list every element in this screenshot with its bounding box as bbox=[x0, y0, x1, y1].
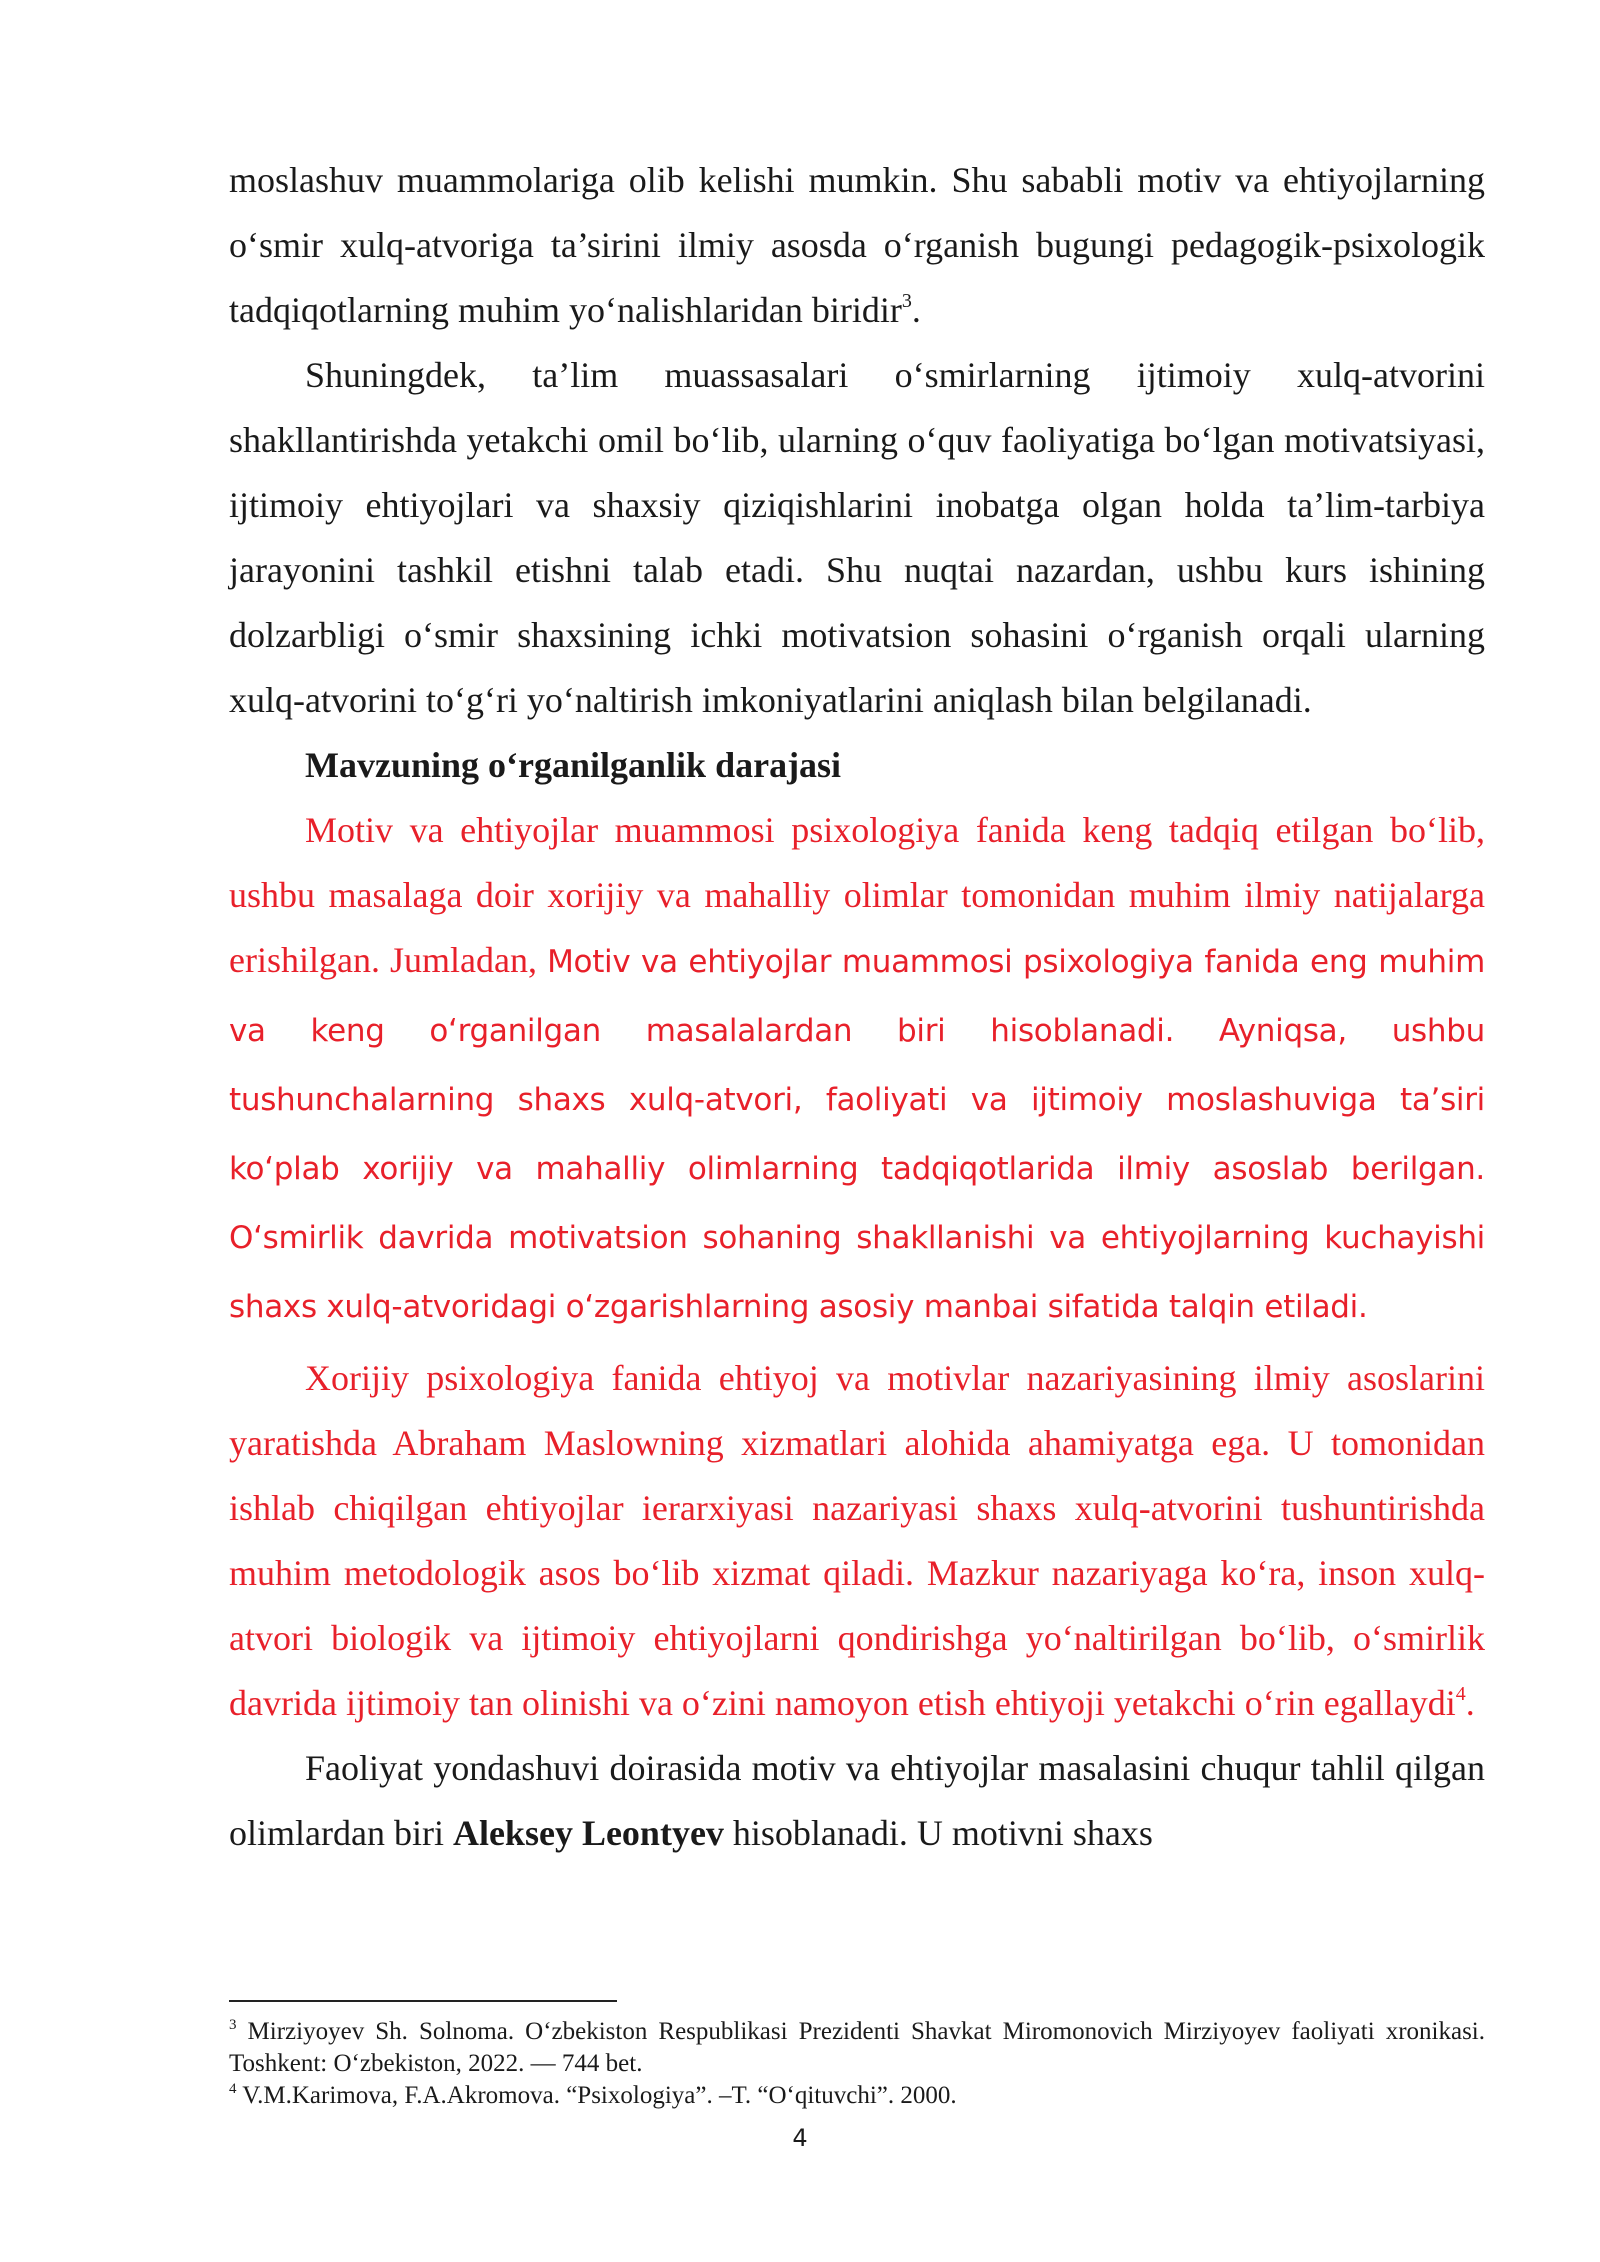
page-number: 4 bbox=[792, 2124, 808, 2152]
section-heading: Mavzuning o‘rganilganlik darajasi bbox=[305, 745, 842, 785]
footnote-separator bbox=[229, 2000, 617, 2002]
paragraph-3-serif-text: Motiv va ehtiyojlar muammosi psixologiya fanida keng tadqiq etilgan bo‘lib, ushbu masalaga doir xorijiy va mahalliy olimlar tomonidan muhim ilmiy natijalarga erishilgan. Jumladan, bbox=[229, 810, 1485, 980]
author-name-bold: Aleksey Leontyev bbox=[452, 1813, 724, 1853]
paragraph-2: Shuningdek, ta’lim muassasalari o‘smirlarning ijtimoiy xulq-atvorini shakllantirishda yetakchi omil bo‘lib, ularning o‘quv faoliyatiga bo‘lgan motivatsiyasi, ijtimoiy ehtiyojlari va shaxsiy qiziqishlarini inobatga olgan holda ta’lim-tarbiya jarayonini tashkil etishni talab etadi. Shu nuqtai nazardan, ushbu kurs ishining dolzarbligi o‘smir shaxsining ichki motivatsion sohasini o‘rganish orqali ularning xulq-atvorini to‘g‘ri yo‘naltirish imkoniyatlarini aniqlash bilan belgilanadi. bbox=[229, 355, 1485, 720]
paragraph-1 bbox=[229, 148, 1485, 343]
paragraph-4-end: . bbox=[1465, 1683, 1475, 1723]
body-text bbox=[229, 148, 1485, 1866]
paragraph-3-sans-text: Motiv va ehtiyojlar muammosi psixologiya fanida eng muhim va keng o‘rganilgan masalalardan biri hisoblanadi. Ayniqsa, ushbu tushunchalarning shaxs xulq-atvori, faoliyati va ijtimoiy moslashuviga ta’siri ko‘plab xorijiy va mahalliy olimlarning tadqiqotlarida ilmiy asoslab berilgan. O‘smirlik davrida motivatsion sohaning shakllanishi va ehtiyojlarning kuchayishi shaxs xulq-atvoridagi o‘zgarishlarning asosiy manbai sifatida talqin etiladi. bbox=[229, 944, 1485, 1325]
footnotes bbox=[229, 2016, 1485, 2112]
footnote-text: V.M.Karimova, F.A.Akromova. “Psixologiya”. –T. “O‘qituvchi”. 2000. bbox=[236, 2082, 957, 2109]
footnote-text: Mirziyoyev Sh. Solnoma. O‘zbekiston Respublikasi Prezidenti Shavkat Miromonovich Mirziyoyev faoliyati xronikasi. Toshkent: O‘zbekiston, 2022. — 744 bet. bbox=[229, 2018, 1485, 2077]
footnote-3 bbox=[229, 2016, 1485, 2080]
paragraph-4-text: Xorijiy psixologiya fanida ehtiyoj va motivlar nazariyasining ilmiy asoslarini yaratishda Abraham Maslowning xizmatlari alohida ahamiyatga ega. U tomonidan ishlab chiqilgan ehtiyojlar ierarxiyasi nazariyasi shaxs xulq-atvorini tushuntirishda muhim metodologik asos bo‘lib xizmat qiladi. Mazkur nazariyaga ko‘ra, inson xulq-atvori biologik va ijtimoiy ehtiyojlarni qondirishga yo‘naltirilgan bo‘lib, o‘smirlik davrida ijtimoiy tan olinishi va o‘zini namoyon etish ehtiyoji yetakchi o‘rin egallaydi bbox=[229, 1358, 1485, 1723]
paragraph-4 bbox=[229, 1346, 1485, 1736]
footnote-4 bbox=[229, 2080, 1485, 2112]
footnote-ref-3[interactable]: 3 bbox=[901, 290, 912, 312]
paragraph-3 bbox=[229, 798, 1485, 1342]
paragraph-5-text-a: Faoliyat yondashuvi doirasida motiv va ehtiyojlar masalasini chuqur tahlil qilgan olimlardan biri bbox=[229, 1748, 1485, 1853]
footnote-number: 3 bbox=[229, 2016, 237, 2033]
paragraph-5-text-b: hisoblanadi. U motivni shaxs bbox=[723, 1813, 1153, 1853]
footnote-ref-4[interactable]: 4 bbox=[1455, 1683, 1466, 1705]
footnote-number: 4 bbox=[229, 2080, 237, 2097]
paragraph-1-text: moslashuv muammolariga olib kelishi mumkin. Shu sababli motiv va ehtiyojlarning o‘smir xulq-atvoriga ta’sirini ilmiy asosda o‘rganish bugungi pedagogik-psixologik tadqiqotlarning muhim yo‘nalishlaridan biridir bbox=[229, 160, 1485, 330]
paragraph-1-end: . bbox=[911, 290, 921, 330]
paragraph-5 bbox=[229, 1736, 1485, 1866]
